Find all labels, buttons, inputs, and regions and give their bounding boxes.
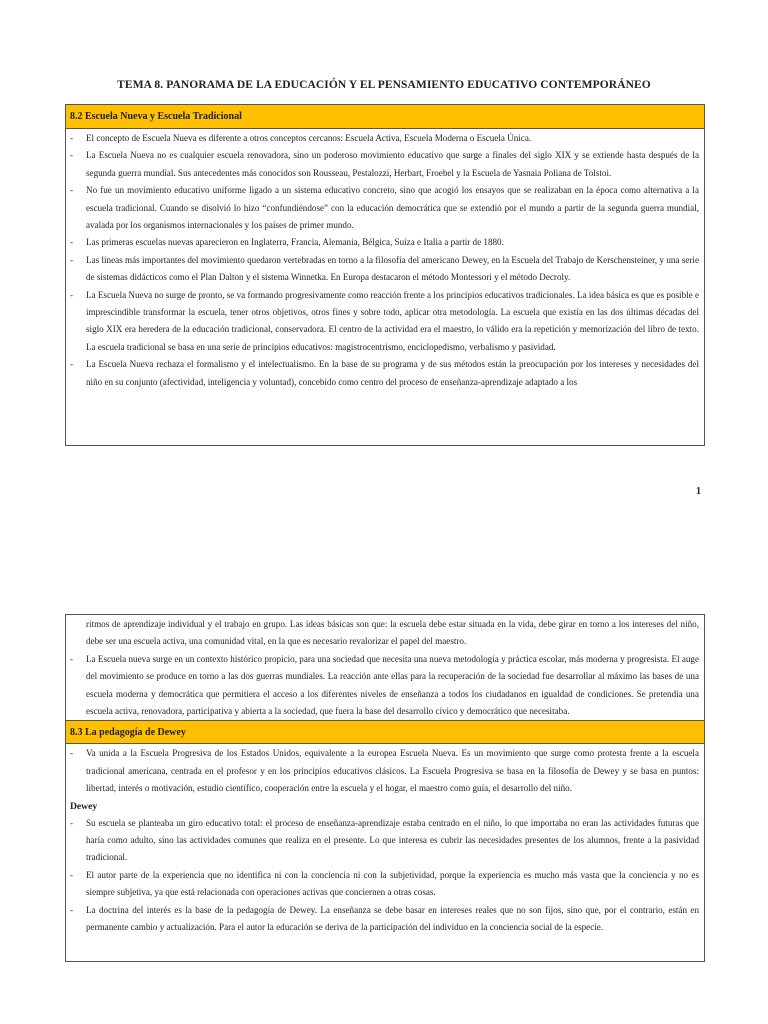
list-item-text: La Escuela Nueva no surge de pronto, se va formando progresivamente como reacción frente a los principios educativos tradicionales. La idea básica es que es posible e imprescindible transformar la escuela, tener otros objetivos, otros fines y sobre todo, aplicar otra metodología. La escuela que existía en las dos últimas décadas del siglo XIX era heredera de la educación tradicional, conservadora. El centro de la actividad era el maestro, lo válido era la repetición y memorización del libro de texto. La escuela tradicional se basa en una serie de principios educativos: magistrocentrismo, enciclopedismo, verbalismo y pasividad. [86,289,699,352]
list-item-text: El autor parte de la experiencia que no identifica ni con la conciencia ni con la subjetividad, porque la experiencia es mucho más vasta que la conciencia y no es siempre subjetiva, ya que está relacionada con operaciones activas que conciernen a otras cosas. [86,869,699,898]
list-item-text: La doctrina del interés es la base de la pedagogía de Dewey. La enseñanza se debe basar en intereses reales que no son fijos, sino que, por el contrario, están en permanente cambio y actualización. Para el autor la educación se deriva de la participación del individuo en la conciencia social de la especie. [86,904,699,933]
list-item-text: La Escuela Nueva rechaza el formalismo y el intelectualismo. En la base de su programa y de sus métodos están la preocupación por los intereses y necesidades del niño en su conjunto (afectividad, inteligencia y voluntad), concebido como centro del proceso de enseñanza-aprendizaje adaptado a los [86,359,699,387]
bullet-dash: - [70,869,74,880]
list-item [70,252,699,287]
bullet-dash: - [70,359,74,370]
bullet-dash: - [70,150,74,161]
bullet-dash: - [70,653,74,664]
list-item-text: Las primeras escuelas nuevas aparecieron en Inglaterra, Francia, Alemania, Bélgica, Suiza e Italia a partir de 1880. [86,237,504,248]
bullet-dash: - [70,289,74,300]
list-item [70,745,699,797]
continued-text: ritmos de aprendizaje individual y el trabajo en grupo. Las ideas básicas son que: la escuela debe estar situada en la vida, debe girar en torno a los intereses del niño, debe ser una escuela activa, una comunidad vital, en la que es necesario revalorizar el papel del maestro. [86,619,699,647]
bullet-dash: - [70,748,74,759]
list-item-text: El concepto de Escuela Nueva es diferente a otros conceptos cercanos: Escuela Activa, Escuela Moderna o Escuela Única. [86,133,532,143]
list-item-text: No fue un movimiento educativo uniforme ligado a un sistema educativo concreto, sino que acogió los ensayos que se realizaban en la época como alternativa a la escuela tradicional. Cuando se disolvió lo hizo “confundiéndose” con la educación democrática que se extendió por el mundo a partir de la segunda guerra mundial, avalada por los organismos internacionales y los países de primer mundo. [86,185,699,231]
bullet-dash: - [70,904,74,915]
section-8-2-continued-content [66,615,704,720]
list-item [70,867,699,902]
bullet-dash: - [70,254,74,265]
section-8-2-heading: 8.2 Escuela Nueva y Escuela Tradicional [66,105,704,129]
list-item [70,130,699,147]
list-item-text: La Escuela nueva surge en un contexto histórico propicio, para una sociedad que necesita una nueva metodología y práctica escolar, más moderna y progresista. El auge del movimiento se produce en torno a las dos guerras mundiales. La reacción ante ellas para la recuperación de la sociedad fue desarrollar al máximo las bases de una escuela moderna y democrática que permitiera el acceso a los diferentes niveles de enseñanza a todos los ciudadanos en igualdad de condiciones. Se pretendía una escuela activa, renovadora, participativa y abierta a la sociedad, que fuera la base del desarrollo cívico y democrático que necesitaba. [86,653,699,717]
list-item-text: Su escuela se planteaba un giro educativo total: el proceso de enseñanza-aprendizaje estaba centrado en el niño, lo que importaba no eran las actividades futuras que haría como adulto, sino las actividades comunes que realiza en el presente. Lo que interesa es cubrir las necesidades presentes de los alumnos, frente a la pasividad tradicional. [86,817,699,863]
section-8-2-content [66,129,704,391]
list-item [70,147,699,182]
bullet-dash: - [70,237,74,248]
list-item [70,651,699,721]
list-item [70,815,699,867]
section-continued-box [65,614,705,962]
bullet-dash: - [70,133,74,143]
page-number: 1 [696,486,701,497]
dewey-subheading: Dewey [70,800,98,812]
bullet-dash: - [70,817,74,828]
page-title: TEMA 8. PANORAMA DE LA EDUCACIÓN Y EL PENSAMIENTO EDUCATIVO CONTEMPORÁNEO [117,79,651,91]
list-item [70,182,699,234]
list-item [70,287,699,357]
section-8-2-box [65,104,705,446]
list-item [70,234,699,251]
section-8-3-content [66,744,704,936]
list-item [70,356,699,391]
list-item [70,902,699,937]
bullet-dash: - [70,185,74,196]
list-item-text: Las líneas más importantes del movimiento quedaron vertebradas en torno a la filosofía del americano Dewey, en la Escuela del Trabajo de Kerschensteiner, y una serie de sistemas didácticos como el Plan Dalton y el sistema Winnetka. En Europa destacaron el método Montessori y el método Decroly. [86,254,699,283]
list-item-text: Va unida a la Escuela Progresiva de los Estados Unidos, equivalente a la europea Escuela Nueva. Es un movimiento que surge como protesta frente a la escuela tradicional americana, centrada en el profesor y en los principios educativos clásicos. La Escuela Progresiva se basa en la filosofía de Dewey y se basa en puntos: libertad, interés o motivación, estudio científico, cooperación entre la escuela y el hogar, el maestro como guía, el desarrollo del niño. [86,748,699,794]
list-item-text: La Escuela Nueva no es cualquier escuela renovadora, sino un poderoso movimiento educativo que surge a finales del siglo XIX y se extiende hasta después de la segunda guerra mundial. Sus antecedentes más conocidos son Rousseau, Pestalozzi, Herbart, Froebel y la Escuela de Yasnaia Poliana de Tolstoi. [86,150,699,178]
section-8-3-heading: 8.3 La pedagogía de Dewey [66,720,704,744]
